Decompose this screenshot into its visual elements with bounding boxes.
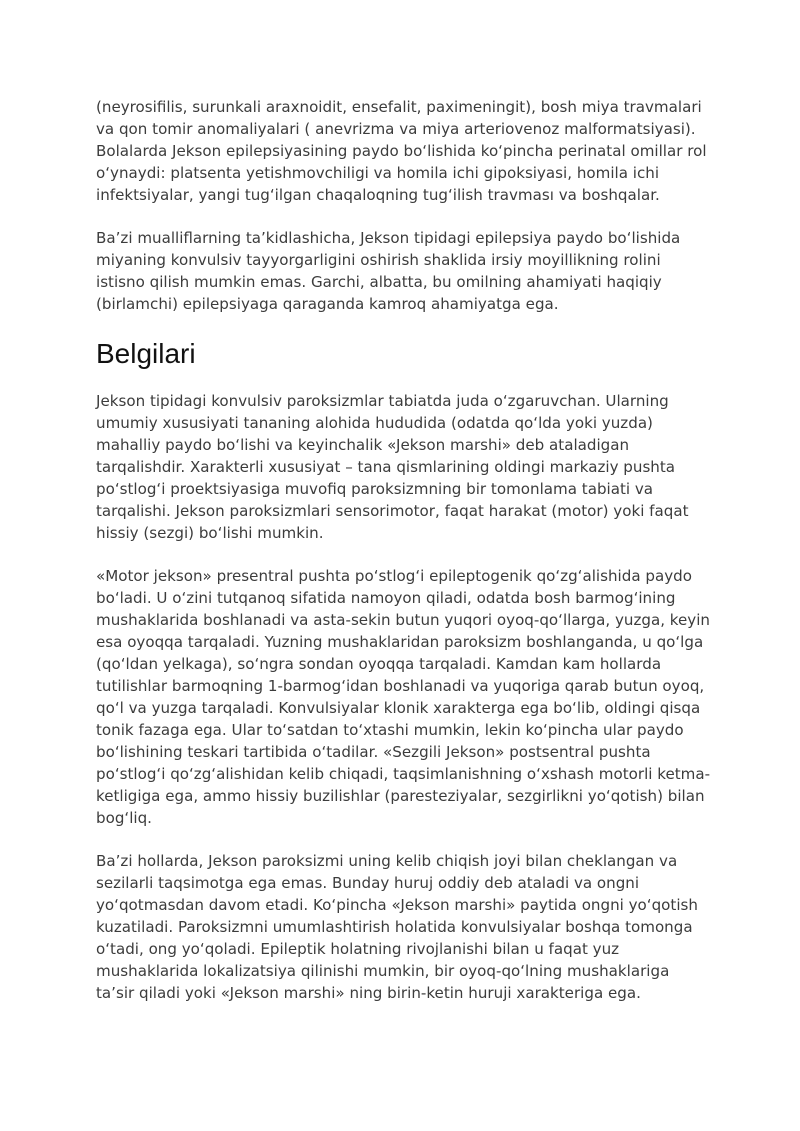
paragraph-symptoms-overview: Jekson tipidagi konvulsiv paroksizmlar tabiatda juda o‘zgaruvchan. Ularning umumiy xususiyati tananing alohida hududida (odatda qo‘lda yoki yuzda) mahalliy paydo bo‘lishi va keyinchalik «Jekson marshi» deb ataladigan tarqalishdir. Xarakterli xususiyat – tana qismlarining oldingi markaziy pushta po‘stlog‘i proektsiyasiga muvofiq paroksizmning bir tomonlama tabiati va tarqalishi. Jekson paroksizmlari sensorimotor, faqat harakat (motor) yoki faqat hissiy (sezgi) bo‘lishi mumkin. bbox=[96, 392, 689, 542]
section-heading: Belgilari bbox=[96, 338, 196, 369]
document-page bbox=[96, 96, 712, 1025]
paragraph-heredity: Ba’zi mualliflarning ta’kidlashicha, Jekson tipidagi epilepsiya paydo bo‘lishida miyaning konvulsiv tayyorgarligini oshirish shaklida irsiy moyillikning rolini istisno qilish mumkin emas. Garchi, albatta, bu omilning ahamiyati haqiqiy (birlamchi) epilepsiyaga qaraganda kamroq ahamiyatga ega. bbox=[96, 229, 681, 313]
paragraph-motor-jackson: «Motor jekson» presentral pushta po‘stlog‘i epileptogenik qo‘zg‘alishida paydo bo‘ladi. U o‘zini tutqanoq sifatida namoyon qiladi, odatda bosh barmog‘ining mushaklarida boshlanadi va asta-sekin butun yuqori oyoq-qo‘llarga, yuzga, keyin esa oyoqqa tarqaladi. Yuzning mushaklaridan paroksizm boshlanganda, u qo‘lga (qo‘ldan yelkaga), so‘ngra sondan oyoqqa tarqaladi. Kamdan kam hollarda tutilishlar barmoqning 1-barmog‘idan boshlanadi va yuqoriga qarab butun oyoq, qo‘l va yuzga tarqaladi. Konvulsiyalar klonik xarakterga ega bo‘lib, oldingi qisqa tonik fazaga ega. Ular to‘satdan to‘xtashi mumkin, lekin ko‘pincha ular paydo bo‘lishining teskari tartibida o‘tadilar. «Sezgili Jekson» postsentral pushta po‘stlog‘i qo‘zg‘alishidan kelib chiqadi, taqsimlanishning o‘xshash motorli ketma-ketligiga ega, ammo hissiy buzilishlar (paresteziyalar, sezgirlikni yo‘qotish) bilan bog‘liq. bbox=[96, 567, 711, 827]
paragraph-generalization: Ba’zi hollarda, Jekson paroksizmi uning kelib chiqish joyi bilan cheklangan va sezilarli taqsimotga ega emas. Bunday huruj oddiy deb ataladi va ongni yo‘qotmasdan davom etadi. Ko‘pincha «Jekson marshi» paytida ongni yo‘qotish kuzatiladi. Paroksizmni umumlashtirish holatida konvulsiyalar boshqa tomonga o‘tadi, ong yo‘qoladi. Epileptik holatning rivojlanishi bilan u faqat yuz mushaklarida lokalizatsiya qilinishi mumkin, bir oyoq-qo‘lning mushaklariga ta’sir qiladi yoki «Jekson marshi» ning birin-ketin huruji xarakteriga ega. bbox=[96, 852, 698, 1002]
paragraph-causes: (neyrosifilis, surunkali araxnoidit, ensefalit, paximeningit), bosh miya travmalari va qon tomir anomaliyalari ( anevrizma va miya arteriovenoz malformatsiyasi). Bolalarda Jekson epilepsiyasining paydo bo‘lishida ko‘pincha perinatal omillar rol o‘ynaydi: platsenta yetishmovchiligi va homila ichi gipoksiyasi, homila ichi infektsiyalar, yangi tug‘ilgan chaqaloqning tug‘ilish travması va boshqalar. bbox=[96, 98, 707, 204]
